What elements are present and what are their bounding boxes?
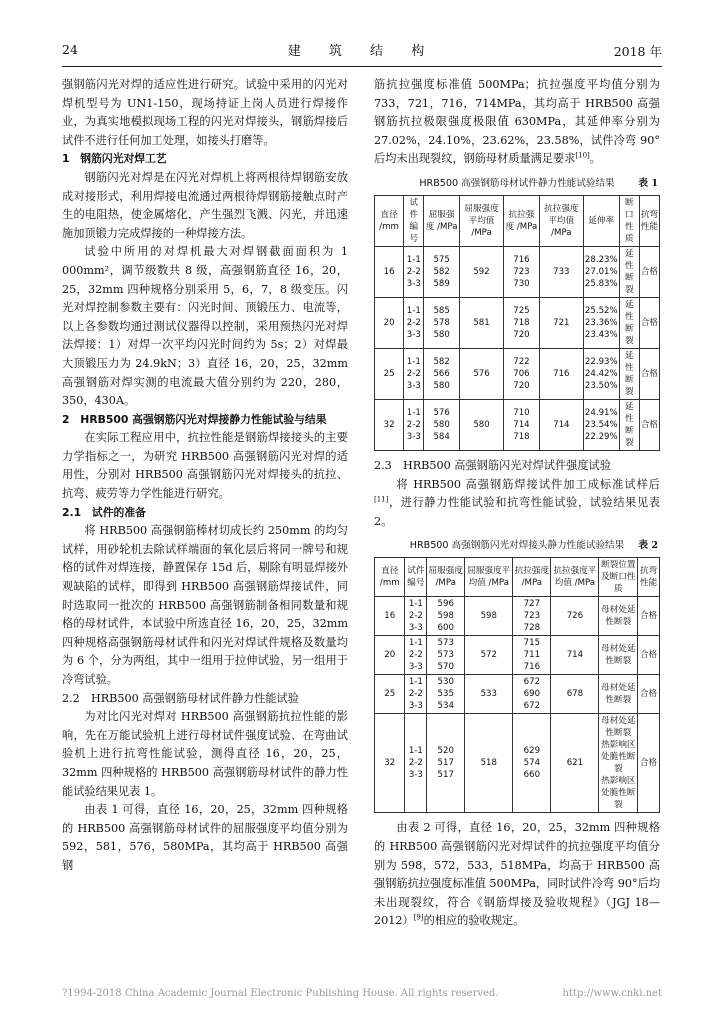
tensile-cell <box>504 297 540 348</box>
table-row <box>375 597 660 636</box>
tensile-cell-value: 720 <box>513 329 530 340</box>
tensile-avg-cell: 714 <box>551 636 599 675</box>
paragraph: 由表 1 可得，直径 16，20，25，32mm 四种规格的 HRB500 高强钢筋母材试件的屈服强度平均值分别为 592，581，576，580MPa，其均高于 HRB500 高强钢 <box>62 803 348 872</box>
tensile-cell-value: 723 <box>513 266 530 277</box>
diameter-cell: 32 <box>375 399 404 450</box>
table2-header: 试件编号 <box>405 558 427 597</box>
table1-header: 延伸率 <box>583 195 619 246</box>
table2-header: 断裂位置及断口性质 <box>599 558 638 597</box>
table-row <box>375 675 660 714</box>
elongation-cell-value: 28.23% <box>584 254 618 265</box>
tensile-cell <box>513 597 551 636</box>
table2-caption: HRB500 高强钢筋闪光对焊接头静力性能试验结果 表 2 <box>409 540 658 552</box>
fracture-position-cell <box>599 714 638 813</box>
diameter-cell: 16 <box>375 246 404 297</box>
specimen-id-cell-value: 3-3 <box>406 329 421 340</box>
specimen-id-cell-value: 3-3 <box>406 380 421 391</box>
elongation-cell-value: 23.43% <box>584 329 618 340</box>
table1-number: 表 1 <box>638 177 658 189</box>
specimen-id-cell <box>404 399 424 450</box>
specimen-id-cell-value: 2-2 <box>408 611 423 622</box>
tensile-cell-value: 716 <box>523 662 541 673</box>
diameter-cell: 25 <box>375 348 404 399</box>
specimen-id-cell-value: 2-2 <box>406 266 421 277</box>
diameter-cell: 32 <box>375 714 405 813</box>
specimen-id-cell-value: 2-2 <box>406 317 421 328</box>
specimen-id-cell <box>405 636 427 675</box>
yield-cell-value: 578 <box>433 317 450 328</box>
specimen-id-cell <box>405 714 427 813</box>
elongation-cell <box>583 348 619 399</box>
citation: [10] <box>575 151 590 160</box>
tensile-cell-value: 720 <box>513 380 530 391</box>
bend-cell: 合格 <box>638 597 660 636</box>
tensile-cell-value: 723 <box>523 611 541 622</box>
elongation-cell-value: 22.29% <box>584 431 618 442</box>
diameter-cell: 25 <box>375 675 405 714</box>
yield-avg-cell: 576 <box>459 348 503 399</box>
yield-avg-cell: 572 <box>465 636 513 675</box>
yield-cell-value: 575 <box>433 254 450 265</box>
specimen-id-cell-value: 2-2 <box>406 368 421 379</box>
elongation-cell-value: 25.83% <box>584 278 618 289</box>
table1-header: 试件编号 <box>404 195 424 246</box>
bend-cell: 合格 <box>639 399 659 450</box>
tensile-cell <box>504 399 540 450</box>
running-header <box>62 40 662 60</box>
yield-cell-value: 520 <box>437 746 454 757</box>
table1-header: 断口性质 <box>619 195 639 246</box>
tensile-avg-cell: 733 <box>539 246 583 297</box>
elongation-cell-value: 25.52% <box>584 305 618 316</box>
specimen-id-cell-value: 1-1 <box>408 599 423 610</box>
paragraph: 为对比闪光对焊对 HRB500 高强钢筋抗拉性能的影响，先在万能试验机上进行母材试件强度试验、在弯曲试验机上进行抗弯性能试验，测得直径 16，20，25，32mm 四种规格的 HRB500 高强钢筋母材试件的静力性能试验结果见表 1。 <box>62 710 348 798</box>
subsection-heading: 2.3 HRB500 高强钢筋闪光对焊试件强度试验 <box>374 458 611 472</box>
elongation-cell-value: 23.36% <box>584 317 618 328</box>
paragraph: 在实际工程应用中，抗拉性能是钢筋焊接接头的主要力学指标之一，为研究 HRB500 高强钢筋闪光对焊的适用性，分别对 HRB500 高强钢筋闪光对焊接头的抗拉、抗弯、疲劳等力学性能进行研究。 <box>62 431 348 501</box>
tensile-cell-value: 706 <box>513 368 530 379</box>
specimen-id-cell-value: 1-1 <box>408 746 423 757</box>
fracture-position-cell: 母材处延性断裂 <box>599 675 638 714</box>
table-row <box>375 348 660 399</box>
tensile-cell-value: 715 <box>523 638 541 649</box>
tensile-cell <box>513 714 551 813</box>
diameter-cell: 20 <box>375 297 404 348</box>
bend-cell: 合格 <box>639 297 659 348</box>
elongation-cell <box>583 399 619 450</box>
tensile-avg-cell: 721 <box>539 297 583 348</box>
copyright-footer <box>62 988 662 999</box>
right-column <box>374 76 660 931</box>
fracture-position-cell-value: 母材处延性断裂 <box>601 716 636 739</box>
diameter-cell: 16 <box>375 597 405 636</box>
table1 <box>374 195 660 451</box>
yield-avg-cell: 580 <box>459 399 503 450</box>
copyright-text: ?1994-2018 China Academic Journal Electronic Publishing House. All rights reserved. <box>62 988 499 999</box>
table-row <box>375 636 660 675</box>
yield-cell-value: 530 <box>437 677 454 688</box>
yield-cell-value: 580 <box>433 380 450 391</box>
tensile-cell-value: 722 <box>513 356 530 367</box>
table-row <box>375 246 660 297</box>
specimen-id-cell-value: 3-3 <box>408 662 423 673</box>
yield-cell-value: 589 <box>433 278 450 289</box>
tensile-cell <box>504 246 540 297</box>
fracture-cell: 延性断裂 <box>619 348 639 399</box>
yield-cell-value: 596 <box>437 599 454 610</box>
table1-header: 直径 /mm <box>375 195 404 246</box>
tensile-cell-value: 690 <box>523 689 541 700</box>
yield-cell-value: 573 <box>437 650 454 661</box>
specimen-id-cell-value: 3-3 <box>408 623 423 634</box>
yield-cell-value: 582 <box>433 356 450 367</box>
specimen-id-cell <box>404 297 424 348</box>
yield-cell <box>427 714 465 813</box>
tensile-avg-cell: 621 <box>551 714 599 813</box>
yield-avg-cell: 581 <box>459 297 503 348</box>
tensile-cell-value: 730 <box>513 278 530 289</box>
bend-cell: 合格 <box>639 246 659 297</box>
table1-header: 抗拉强度平均值 /MPa <box>539 195 583 246</box>
tensile-avg-cell: 726 <box>551 597 599 636</box>
paragraph: 筋抗拉强度标准值 500MPa；抗拉强度平均值分别为 733，721，716，714MPa，其均高于 HRB500 高强钢筋抗拉极限强度极限值 630MPa，其延伸率分别为 27.02%，24.10%，23.62%，23.58%，试件冷弯 90°后均未出现裂纹，钢筋母材质量满足要求[10]。 <box>374 78 660 166</box>
header-rule <box>62 66 662 67</box>
elongation-cell <box>583 297 619 348</box>
yield-avg-cell: 533 <box>465 675 513 714</box>
yield-cell-value: 570 <box>437 662 454 673</box>
table2-header: 直径 /mm <box>375 558 405 597</box>
yield-avg-cell: 592 <box>459 246 503 297</box>
diameter-cell: 20 <box>375 636 405 675</box>
yield-cell-value: 582 <box>433 266 450 277</box>
table1-caption: HRB500 高强钢筋母材试件静力性能试验结果 表 1 <box>419 177 658 189</box>
yield-cell <box>424 246 460 297</box>
specimen-id-cell <box>404 348 424 399</box>
paragraph: 由表 2 可得，直径 16，20，25，32mm 四种规格的 HRB500 高强钢筋闪光对焊试件的抗拉强度平均值分别为 598，572，533，518MPa，均高于 HRB500 高强钢筋抗拉强度标准值 500MPa，同时试件冷弯 90°后均未出现裂纹，符合《钢筋焊接及验收规程》（JGJ 18—2012）[9]的相应的验收规定。 <box>374 821 661 928</box>
specimen-id-cell-value: 1-1 <box>408 677 423 688</box>
yield-cell <box>427 597 465 636</box>
journal-title: 建 筑 结 构 <box>287 44 437 59</box>
tensile-cell-value: 672 <box>523 701 541 712</box>
subsection-heading: 2.2 HRB500 高强钢筋母材试件静力性能试验 <box>62 691 299 705</box>
tensile-avg-cell: 716 <box>539 348 583 399</box>
tensile-cell <box>504 348 540 399</box>
yield-cell <box>427 675 465 714</box>
yield-cell-value: 517 <box>437 770 454 781</box>
bend-cell: 合格 <box>638 714 660 813</box>
specimen-id-cell <box>404 246 424 297</box>
table-row <box>375 399 660 450</box>
elongation-cell-value: 24.91% <box>584 407 618 418</box>
tensile-cell-value: 574 <box>523 758 541 769</box>
fracture-position-cell-value: 热影响区处脆性断裂 <box>601 776 636 811</box>
specimen-id-cell <box>405 597 427 636</box>
specimen-id-cell-value: 2-2 <box>408 689 423 700</box>
fracture-cell: 延性断裂 <box>619 246 639 297</box>
tensile-cell-value: 718 <box>513 317 530 328</box>
specimen-id-cell-value: 1-1 <box>406 407 421 418</box>
specimen-id-cell-value: 1-1 <box>408 638 423 649</box>
citation: [11] <box>374 495 389 504</box>
elongation-cell-value: 22.93% <box>584 356 618 367</box>
elongation-cell <box>583 246 619 297</box>
paragraph: 将 HRB500 高强钢筋棒材切成长约 250mm 的均匀试样，用砂轮机去除试样端面的氧化层后将同一牌号和规格的试件对焊连接，静置保存 15d 后，剔除有明显焊接外观缺陷的试样，即得到 HRB500 高强钢筋焊接试件，同时选取同一批次的 HRB500 高强钢筋制备相同数量和规格的母材试件，本试验中所选直径 16，20，25，32mm 四种规格高强钢筋母材试件和闪光对焊试件规格及数量均为 6 个，分为两组，其中一组用于拉伸试验，另一组用于冷弯试验。 <box>62 524 348 686</box>
fracture-position-cell: 母材处延性断裂 <box>599 597 638 636</box>
issue-year: 2018 年 <box>613 44 662 59</box>
specimen-id-cell-value: 3-3 <box>406 431 421 442</box>
bend-cell: 合格 <box>639 348 659 399</box>
specimen-id-cell-value: 2-2 <box>406 419 421 430</box>
specimen-id-cell-value: 3-3 <box>408 770 423 781</box>
table2-header: 抗拉强度平均值 /MPa <box>551 558 599 597</box>
tensile-cell-value: 710 <box>513 407 530 418</box>
paragraph: 强钢筋闪光对焊的适应性进行研究。试验中采用的闪光对焊机型号为 UN1-150，现场持证上岗人员进行焊接作业，为真实地模拟现场工程的闪光对焊接头，钢筋焊接后试件不进行任何加工处理，如接头打磨等。 <box>62 78 348 147</box>
paragraph: 将 HRB500 高强钢筋焊接试件加工成标准试样后[11]，进行静力性能试验和抗弯性能试验，试验结果见表 2。 <box>374 477 660 528</box>
table1-header: 屈服强度平均值 /MPa <box>459 195 503 246</box>
table2-header: 抗拉强度 /MPa <box>513 558 551 597</box>
elongation-cell-value: 23.50% <box>584 380 618 391</box>
fracture-position-cell: 母材处延性断裂 <box>599 636 638 675</box>
tensile-cell-value: 716 <box>513 254 530 265</box>
tensile-cell-value: 718 <box>513 431 530 442</box>
tensile-cell-value: 714 <box>513 419 530 430</box>
yield-cell-value: 517 <box>437 758 454 769</box>
table-row <box>375 714 660 813</box>
fracture-cell: 延性断裂 <box>619 297 639 348</box>
tensile-cell-value: 711 <box>523 650 541 661</box>
yield-cell-value: 566 <box>433 368 450 379</box>
table2-number: 表 2 <box>638 540 658 552</box>
tensile-cell-value: 727 <box>523 599 541 610</box>
table2-header: 抗弯性能 <box>638 558 660 597</box>
section-heading: 1 钢筋闪光对焊工艺 <box>62 152 167 166</box>
page-number: 24 <box>62 42 78 57</box>
elongation-cell-value: 24.42% <box>584 368 618 379</box>
specimen-id-cell-value: 2-2 <box>408 758 423 769</box>
table2-header: 屈服强度 /MPa <box>427 558 465 597</box>
yield-cell-value: 598 <box>437 611 454 622</box>
specimen-id-cell-value: 3-3 <box>408 701 423 712</box>
specimen-id-cell <box>405 675 427 714</box>
subsection-heading: 2.1 试件的准备 <box>62 505 146 519</box>
table2-header: 屈服强度平均值 /MPa <box>465 558 513 597</box>
left-column <box>62 76 348 876</box>
paragraph: 钢筋闪光对焊是在闪光对焊机上将两根待焊钢筋安放成对接形式，利用焊接电流通过两根待焊钢筋接触点时产生的电阻热，使金属熔化，产生强烈飞溅、闪光，并迅速施加顶锻力完成焊接的一种焊接方法。 <box>62 170 348 240</box>
yield-cell <box>427 636 465 675</box>
tensile-avg-cell: 714 <box>539 399 583 450</box>
table1-header: 抗弯性能 <box>639 195 659 246</box>
yield-cell <box>424 399 460 450</box>
bend-cell: 合格 <box>638 675 660 714</box>
paragraph: 试验中所用的对焊机最大对焊钢截面面积为 1 000mm²，调节级数共 8 级，高强钢筋直径 16，20，25，32mm 四种规格分别采用 5，6，7，8 级变压。闪光对焊控制参数主要有：闪光时间、顶锻压力、电流等，以上各参数均通过测试仪器得以控制，采用预热闪光对焊法焊接：1）对焊一次平均闪光时间约为 5s；2）对焊最大顶锻压力为 24.9kN；3）直径 16，20，25，32mm 高强钢筋对焊实测的电流最大值分别约为 220，280，350，430A。 <box>62 245 348 408</box>
specimen-id-cell-value: 1-1 <box>406 305 421 316</box>
yield-cell-value: 534 <box>437 701 454 712</box>
yield-avg-cell: 518 <box>465 714 513 813</box>
specimen-id-cell-value: 1-1 <box>406 356 421 367</box>
tensile-cell <box>513 675 551 714</box>
specimen-id-cell-value: 2-2 <box>408 650 423 661</box>
specimen-id-cell-value: 1-1 <box>406 254 421 265</box>
yield-cell <box>424 348 460 399</box>
table-row <box>375 297 660 348</box>
fracture-position-cell-value: 热影响区处脆性断裂 <box>601 740 636 775</box>
yield-cell <box>424 297 460 348</box>
yield-cell-value: 576 <box>433 407 450 418</box>
yield-cell-value: 573 <box>437 638 454 649</box>
table1-header: 屈服强度 /MPa <box>424 195 460 246</box>
tensile-cell <box>513 636 551 675</box>
tensile-cell-value: 725 <box>513 305 530 316</box>
yield-cell-value: 580 <box>433 329 450 340</box>
tensile-cell-value: 629 <box>523 746 541 757</box>
bend-cell: 合格 <box>638 636 660 675</box>
fracture-cell: 延性断裂 <box>619 399 639 450</box>
table2 <box>374 557 660 813</box>
yield-cell-value: 585 <box>433 305 450 316</box>
elongation-cell-value: 27.01% <box>584 266 618 277</box>
yield-avg-cell: 598 <box>465 597 513 636</box>
tensile-cell-value: 660 <box>523 770 541 781</box>
yield-cell-value: 535 <box>437 689 454 700</box>
tensile-avg-cell: 678 <box>551 675 599 714</box>
site-link[interactable]: http://www.cnki.net <box>562 988 662 999</box>
tensile-cell-value: 672 <box>523 677 541 688</box>
yield-cell-value: 580 <box>433 419 450 430</box>
section-heading: 2 HRB500 高强钢筋闪光对焊接静力性能试验与结果 <box>62 412 327 426</box>
tensile-cell-value: 728 <box>523 623 541 634</box>
yield-cell-value: 584 <box>433 431 450 442</box>
yield-cell-value: 600 <box>437 623 454 634</box>
specimen-id-cell-value: 3-3 <box>406 278 421 289</box>
citation: [9] <box>413 913 424 922</box>
table1-header: 抗拉强度 /MPa <box>504 195 540 246</box>
elongation-cell-value: 23.54% <box>584 419 618 430</box>
